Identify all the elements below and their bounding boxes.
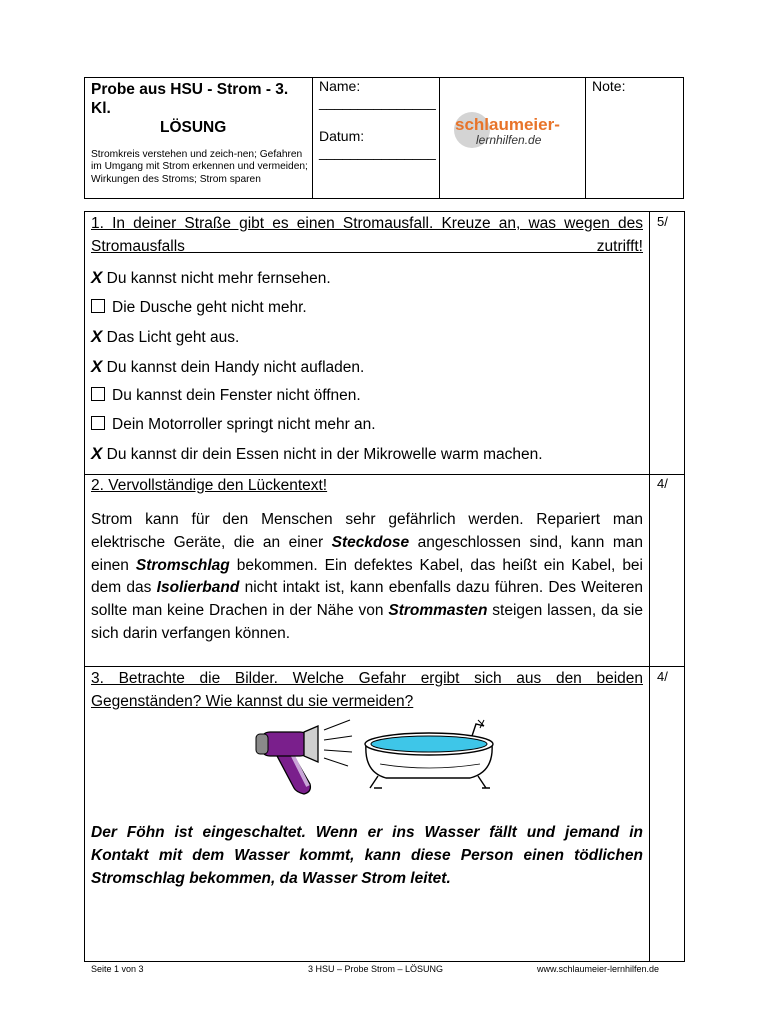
question-1-text: 1. In deiner Straße gibt es einen Stromausfall. Kreuze an, was wegen des Stromausfalls zutrifft! bbox=[91, 215, 643, 255]
option-text: Dein Motorroller springt nicht mehr an. bbox=[112, 416, 376, 433]
cross-mark: X bbox=[91, 327, 103, 346]
logo-text-top: schlaumeier- bbox=[455, 115, 560, 134]
header-table bbox=[84, 77, 684, 199]
option-text: Die Dusche geht nicht mehr. bbox=[112, 299, 307, 316]
name-label: Name: bbox=[319, 78, 361, 94]
filled-word: Isolierband bbox=[156, 579, 240, 597]
answer-option bbox=[91, 298, 307, 318]
option-text: Das Licht geht aus. bbox=[106, 329, 240, 346]
answer-option bbox=[91, 268, 331, 289]
row-divider-2 bbox=[84, 666, 685, 667]
logo-cell bbox=[440, 78, 586, 198]
cross-mark: X bbox=[91, 357, 103, 376]
name-line: _______________ bbox=[319, 94, 436, 110]
test-title: Probe aus HSU - Strom - 3. Kl. bbox=[91, 81, 289, 117]
question-2-points: 4/ bbox=[657, 476, 668, 491]
schlaumeier-logo bbox=[452, 106, 582, 154]
date-line: _______________ bbox=[319, 144, 436, 160]
grade-label: Note: bbox=[592, 78, 626, 94]
bathtub-icon bbox=[360, 718, 500, 792]
filled-word: Steckdose bbox=[331, 533, 410, 551]
solution-label: LÖSUNG bbox=[160, 119, 227, 136]
cross-mark: X bbox=[91, 268, 103, 287]
cloze-text: Strom kann für den Menschen sehr gefährlich werden. Repariert man elektrische Geräte, die an einer Steckdose angeschlossen sind, kann man einen Stromschlag bekommen. Ein defektes Kabel, das heißt ein Kabel, bei dem das Isolierband nicht intakt ist, kann ebenfalls dazu führen. Des Weiteren sollte man keine Drachen in der Nähe von Strommasten steigen lassen, da sie sich darin verfangen können. bbox=[91, 511, 644, 642]
learning-goals: Stromkreis verstehen und zeich-nen; Gefahren im Umgang mit Strom erkennen und vermeiden; Wirkungen des Stroms; Strom sparen bbox=[91, 149, 308, 185]
date-label: Datum: bbox=[319, 128, 365, 144]
checkbox-empty-icon bbox=[91, 299, 105, 313]
answer-option bbox=[91, 386, 361, 406]
footer-page-number: Seite 1 von 3 bbox=[91, 964, 144, 974]
name-date-cell bbox=[313, 78, 440, 198]
hairdryer-icon bbox=[252, 718, 356, 802]
question-2-text: 2. Vervollständige den Lückentext! bbox=[91, 477, 328, 494]
answer-option bbox=[91, 415, 376, 435]
grade-cell bbox=[586, 78, 683, 198]
question-3-text: 3. Betrachte die Bilder. Welche Gefahr ergibt sich aus den beiden Gegenständen? Wie kannst du sie vermeiden? bbox=[91, 670, 643, 710]
cross-mark: X bbox=[91, 444, 103, 463]
footer-title: 3 HSU – Probe Strom – LÖSUNG bbox=[308, 964, 444, 974]
checkbox-empty-icon bbox=[91, 416, 105, 430]
option-text: Du kannst nicht mehr fernsehen. bbox=[106, 270, 331, 287]
logo-text-bottom: lernhilfen.de bbox=[476, 133, 542, 147]
question-1-points: 5/ bbox=[657, 214, 668, 229]
question-3-answer: Der Föhn ist eingeschaltet. Wenn er ins Wasser fällt und jemand in Kontakt mit dem Wasser kommt, kann diese Person einen tödlichen Stromschlag bekommen, da Wasser Strom leitet. bbox=[91, 824, 643, 887]
filled-word: Strommasten bbox=[388, 602, 488, 620]
option-text: Du kannst dein Handy nicht aufladen. bbox=[106, 359, 365, 376]
option-text: Du kannst dein Fenster nicht öffnen. bbox=[112, 387, 361, 404]
answer-option bbox=[91, 444, 543, 465]
filled-word: Stromschlag bbox=[135, 556, 230, 574]
title-cell bbox=[85, 78, 313, 198]
answer-option bbox=[91, 327, 239, 348]
footer-url: www.schlaumeier-lernhilfen.de bbox=[537, 964, 660, 974]
checkbox-empty-icon bbox=[91, 387, 105, 401]
points-column-divider bbox=[649, 211, 650, 962]
answer-option bbox=[91, 357, 364, 378]
option-text: Du kannst dir dein Essen nicht in der Mikrowelle warm machen. bbox=[106, 446, 543, 463]
question-3-points: 4/ bbox=[657, 669, 668, 684]
